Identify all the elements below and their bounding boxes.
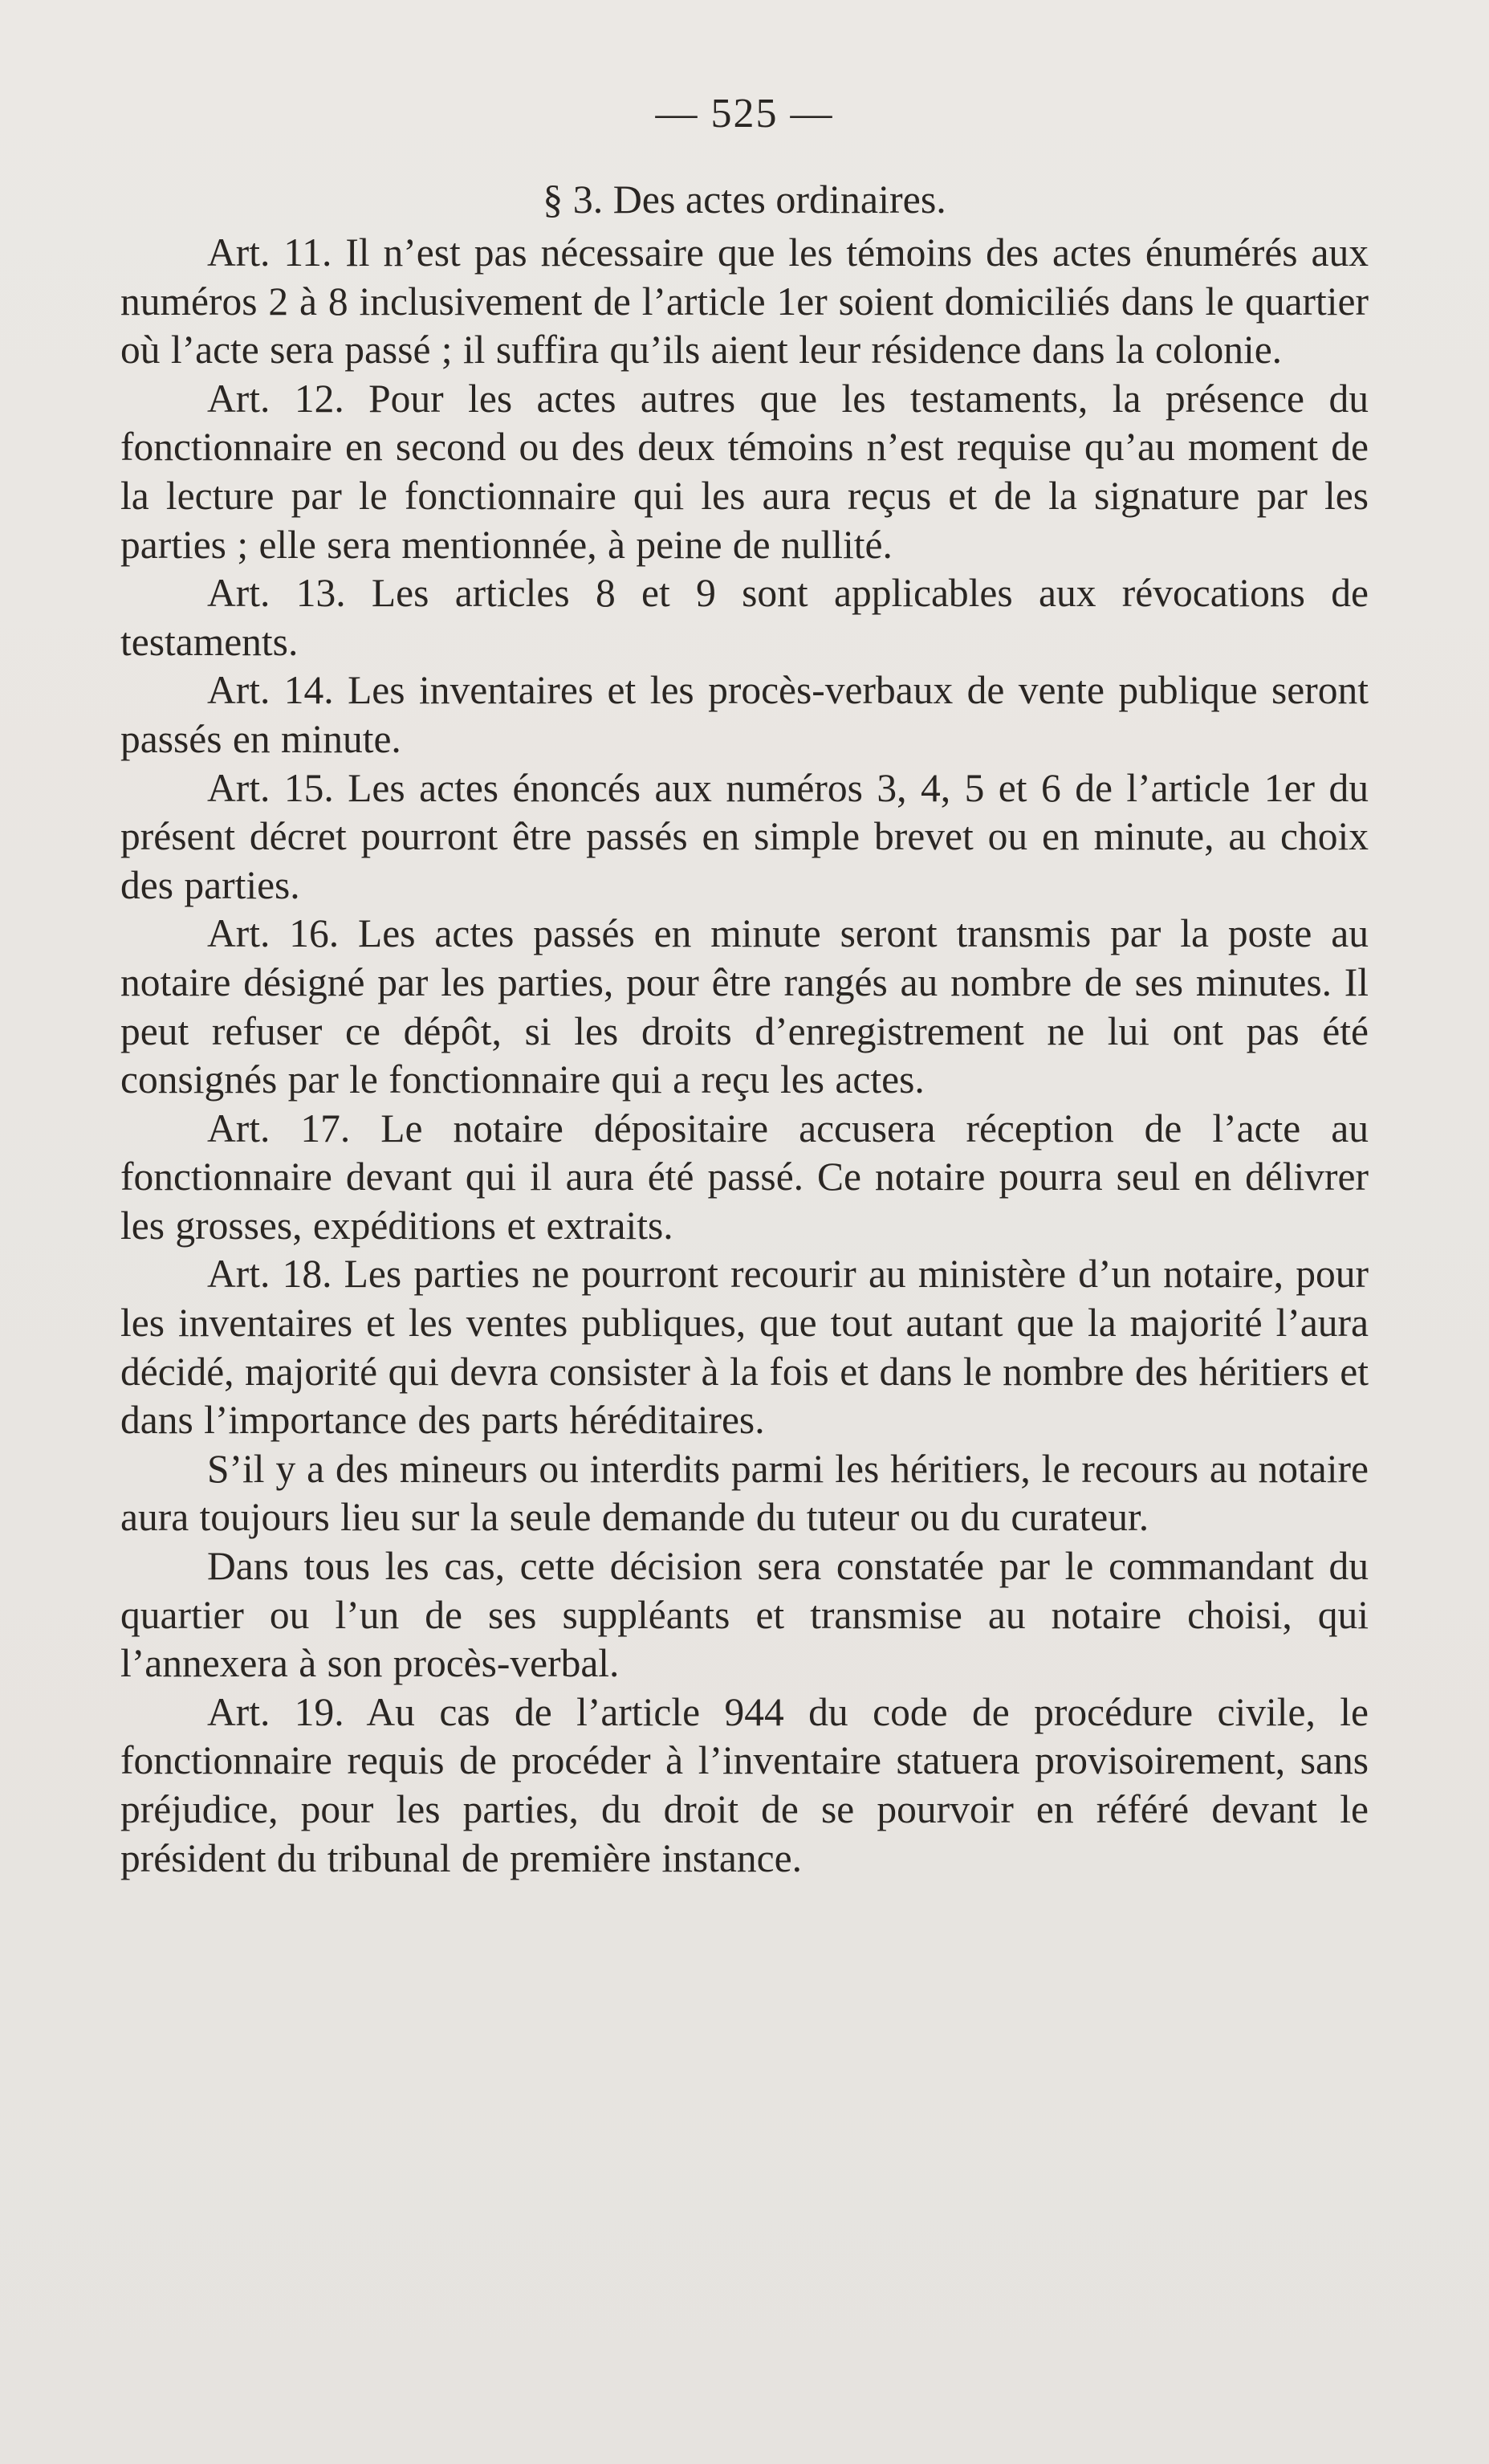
article-18-minors-paragraph: S’il y a des mineurs ou interdits parmi les héritiers, le recours au notaire aura toujours lieu sur la seule demande du tuteur ou du curateur. bbox=[120, 1446, 1369, 1540]
article-16-paragraph: Art. 16. Les actes passés en minute seront transmis par la poste au notaire désigné par les parties, pour être rangés au nombre de ses minutes. Il peut refuser ce dépôt, si les droits d’enregistrement ne lui ont pas été consignés par le fonctionnaire qui a reçu les actes. bbox=[120, 911, 1369, 1102]
section-title: § 3. Des actes ordinaires. bbox=[543, 177, 946, 222]
article-17-paragraph: Art. 17. Le notaire dépositaire accusera réception de l’acte au fonctionnaire devant qui il aura été passé. Ce notaire pourra seul en délivrer les grosses, expéditions et extraits. bbox=[120, 1106, 1369, 1248]
article-11-paragraph: Art. 11. Il n’est pas nécessaire que les témoins des actes énumérés aux numéros 2 à 8 inclusivement de l’article 1er soient domiciliés dans le quartier où l’acte sera passé ; il suffira qu’ils aient leur résidence dans la colonie. bbox=[120, 230, 1369, 373]
page-number: — 525 — bbox=[655, 91, 834, 136]
document-body bbox=[120, 229, 1369, 1883]
article-14-paragraph: Art. 14. Les inventaires et les procès-verbaux de vente publique seront passés en minute. bbox=[120, 668, 1369, 761]
article-12-paragraph: Art. 12. Pour les actes autres que les testaments, la présence du fonctionnaire en second ou des deux témoins n’est requise qu’au moment de la lecture par le fonctionnaire qui les aura reçus et de la signature par les parties ; elle sera mentionnée, à peine de nullité. bbox=[120, 376, 1369, 567]
article-15-paragraph: Art. 15. Les actes énoncés aux numéros 3, 4, 5 et 6 de l’article 1er du présent décret pourront être passés en simple brevet ou en minute, au choix des parties. bbox=[120, 765, 1369, 907]
article-18-paragraph: Art. 18. Les parties ne pourront recourir au ministère d’un notaire, pour les inventaires et les ventes publiques, que tout autant que la majorité l’aura décidé, majorité qui devra consister à la fois et dans le nombre des héritiers et dans l’importance des parts héréditaires. bbox=[120, 1252, 1369, 1443]
article-19-paragraph: Art. 19. Au cas de l’article 944 du code de procédure civile, le fonctionnaire requis de procéder à l’inventaire statuera provisoirement, sans préjudice, pour les parties, du droit de se pourvoir en référé devant le président du tribunal de première instance. bbox=[120, 1689, 1369, 1880]
article-13-paragraph: Art. 13. Les articles 8 et 9 sont applicables aux révocations de testaments. bbox=[120, 571, 1369, 664]
article-18-decision-paragraph: Dans tous les cas, cette décision sera constatée par le commandant du quartier ou l’un de ses suppléants et transmise au notaire choisi, qui l’annexera à son procès-verbal. bbox=[120, 1544, 1369, 1686]
